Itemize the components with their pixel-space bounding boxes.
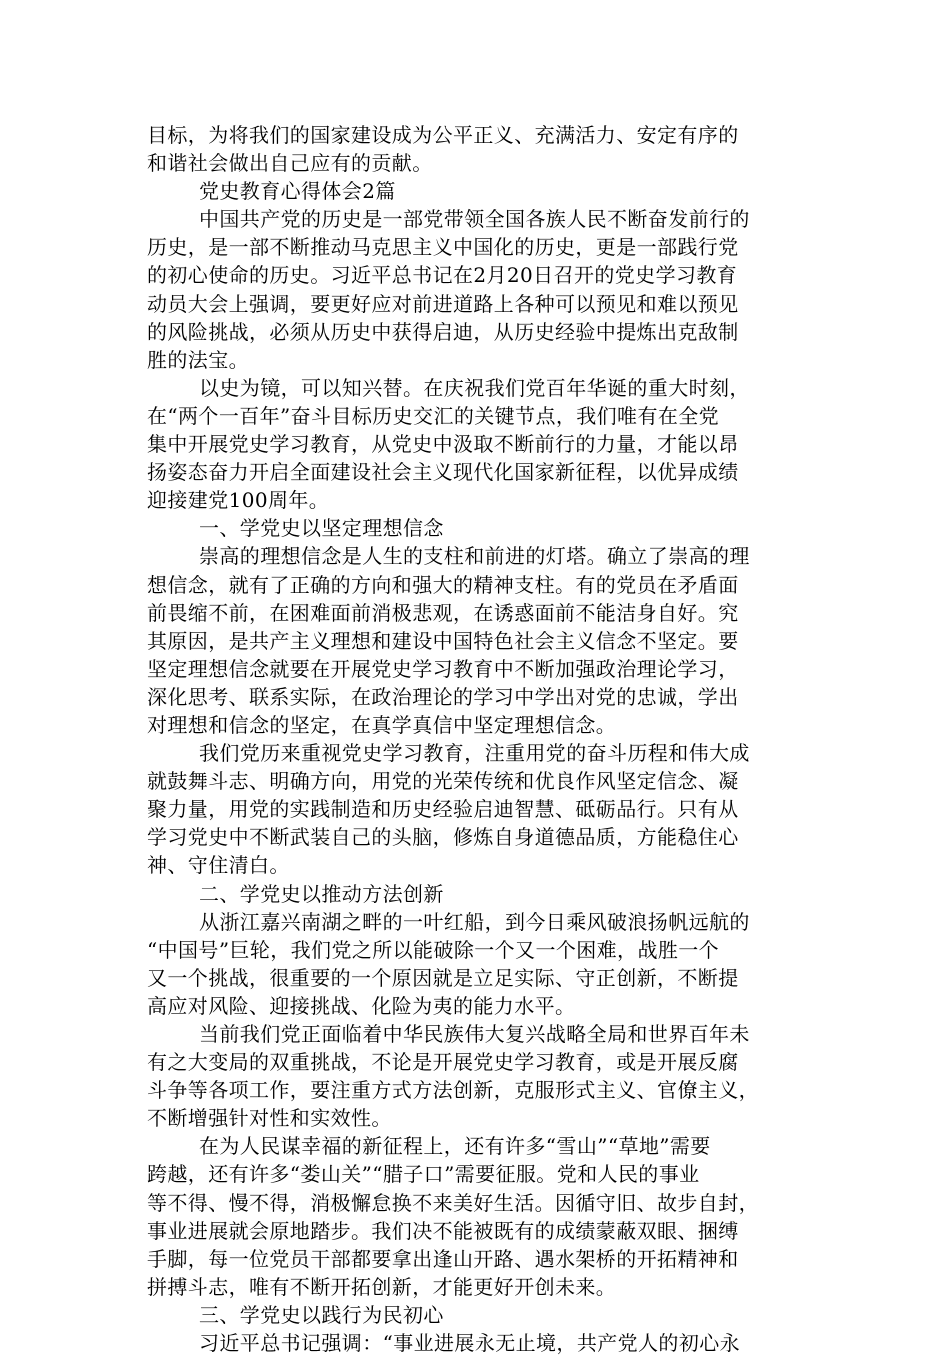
text-line: 的初心使命的历史。习近平总书记在2月20日召开的党史学习教育 (147, 263, 738, 288)
text-line: 三、学党史以践行为民初心 (199, 1302, 444, 1327)
text-line: 深化思考、联系实际，在政治理论的学习中学出对党的忠诚，学出 (147, 684, 739, 709)
text-line: 高应对风险、迎接挑战、化险为夷的能力水平。 (147, 993, 576, 1018)
text-line: 中国共产党的历史是一部党带领全国各族人民不断奋发前行的 (199, 207, 750, 232)
text-line: 前畏缩不前，在困难面前消极悲观，在诱惑面前不能洁身自好。究 (147, 600, 739, 625)
text-line: 历史，是一部不断推动马克思主义中国化的历史，更是一部践行党 (147, 235, 739, 260)
text-line: 和谐社会做出自己应有的贡献。 (147, 151, 433, 176)
text-line: 的风险挑战，必须从历史中获得启迪，从历史经验中提炼出克敌制 (147, 319, 739, 344)
text-line: 在“两个一百年”奋斗目标历史交汇的关键节点，我们唯有在全党 (147, 403, 720, 428)
text-line: 崇高的理想信念是人生的支柱和前进的灯塔。确立了崇高的理 (199, 544, 750, 569)
text-line: 从浙江嘉兴南湖之畔的一叶红船，到今日乘风破浪扬帆远航的 (199, 909, 750, 934)
text-line: 事业进展就会原地踏步。我们决不能被既有的成绩蒙蔽双眼、捆缚 (147, 1218, 739, 1243)
text-line: 以史为镜，可以知兴替。在庆祝我们党百年华诞的重大时刻， (199, 375, 750, 400)
text-line: 党史教育心得体会2篇 (199, 179, 396, 204)
document-body (147, 121, 807, 1357)
text-line: 跨越，还有许多“娄山关”“腊子口”需要征服。党和人民的事业 (147, 1162, 700, 1187)
text-line: 二、学党史以推动方法创新 (199, 881, 444, 906)
text-line: 我们党历来重视党史学习教育，注重用党的奋斗历程和伟大成 (199, 741, 750, 766)
text-line: 对理想和信念的坚定，在真学真信中坚定理想信念。 (147, 712, 617, 737)
text-line: 当前我们党正面临着中华民族伟大复兴战略全局和世界百年未 (199, 1022, 750, 1046)
text-line: 集中开展党史学习教育，从党史中汲取不断前行的力量，才能以昂 (147, 432, 739, 457)
text-line: 胜的法宝。 (147, 347, 249, 372)
text-line: 想信念，就有了正确的方向和强大的精神支柱。有的党员在矛盾面 (147, 572, 739, 597)
text-line: 在为人民谋幸福的新征程上，还有许多“雪山”“草地”需要 (199, 1134, 711, 1159)
text-line: 其原因，是共产主义理想和建设中国特色社会主义信念不坚定。要 (147, 628, 739, 653)
text-line: 斗争等各项工作，要注重方式方法创新，克服形式主义、官僚主义， (147, 1078, 759, 1103)
text-line: 又一个挑战，很重要的一个原因就是立足实际、守正创新，不断提 (147, 965, 739, 990)
text-line: 坚定理想信念就要在开展党史学习教育中不断加强政治理论学习， (147, 656, 739, 681)
text-line: 动员大会上强调，要更好应对前进道路上各种可以预见和难以预见 (147, 291, 739, 316)
text-line: 扬姿态奋力开启全面建设社会主义现代化国家新征程，以优异成绩 (147, 460, 739, 485)
text-line: 等不得、慢不得，消极懈怠换不来美好生活。因循守旧、故步自封， (147, 1190, 759, 1215)
text-line: 聚力量，用党的实践制造和历史经验启迪智慧、砥砺品行。只有从 (147, 797, 739, 822)
text-line: 目标，为将我们的国家建设成为公平正义、充满活力、安定有序的 (147, 123, 739, 147)
text-line: 一、学党史以坚定理想信念 (199, 516, 444, 541)
text-line: 就鼓舞斗志、明确方向，用党的光荣传统和优良作风坚定信念、凝 (147, 769, 739, 794)
text-line: 神、守住清白。 (147, 853, 290, 878)
text-line: 拼搏斗志，唯有不断开拓创新，才能更好开创未来。 (147, 1274, 617, 1299)
text-line: 迎接建党100周年。 (147, 488, 330, 513)
text-line: 不断增强针对性和实效性。 (147, 1106, 392, 1131)
text-line: 有之大变局的双重挑战，不论是开展党史学习教育，或是开展反腐 (147, 1050, 739, 1075)
text-line: “中国号”巨轮，我们党之所以能破除一个又一个困难，战胜一个 (147, 937, 720, 962)
text-line: 习近平总书记强调：“事业进展永无止境，共产党人的初心永 (199, 1331, 741, 1356)
text-line: 手脚，每一位党员干部都要拿出逢山开路、遇水架桥的开拓精神和 (147, 1246, 739, 1271)
text-line: 学习党史中不断武装自己的头脑，修炼自身道德品质，方能稳住心 (147, 825, 739, 850)
